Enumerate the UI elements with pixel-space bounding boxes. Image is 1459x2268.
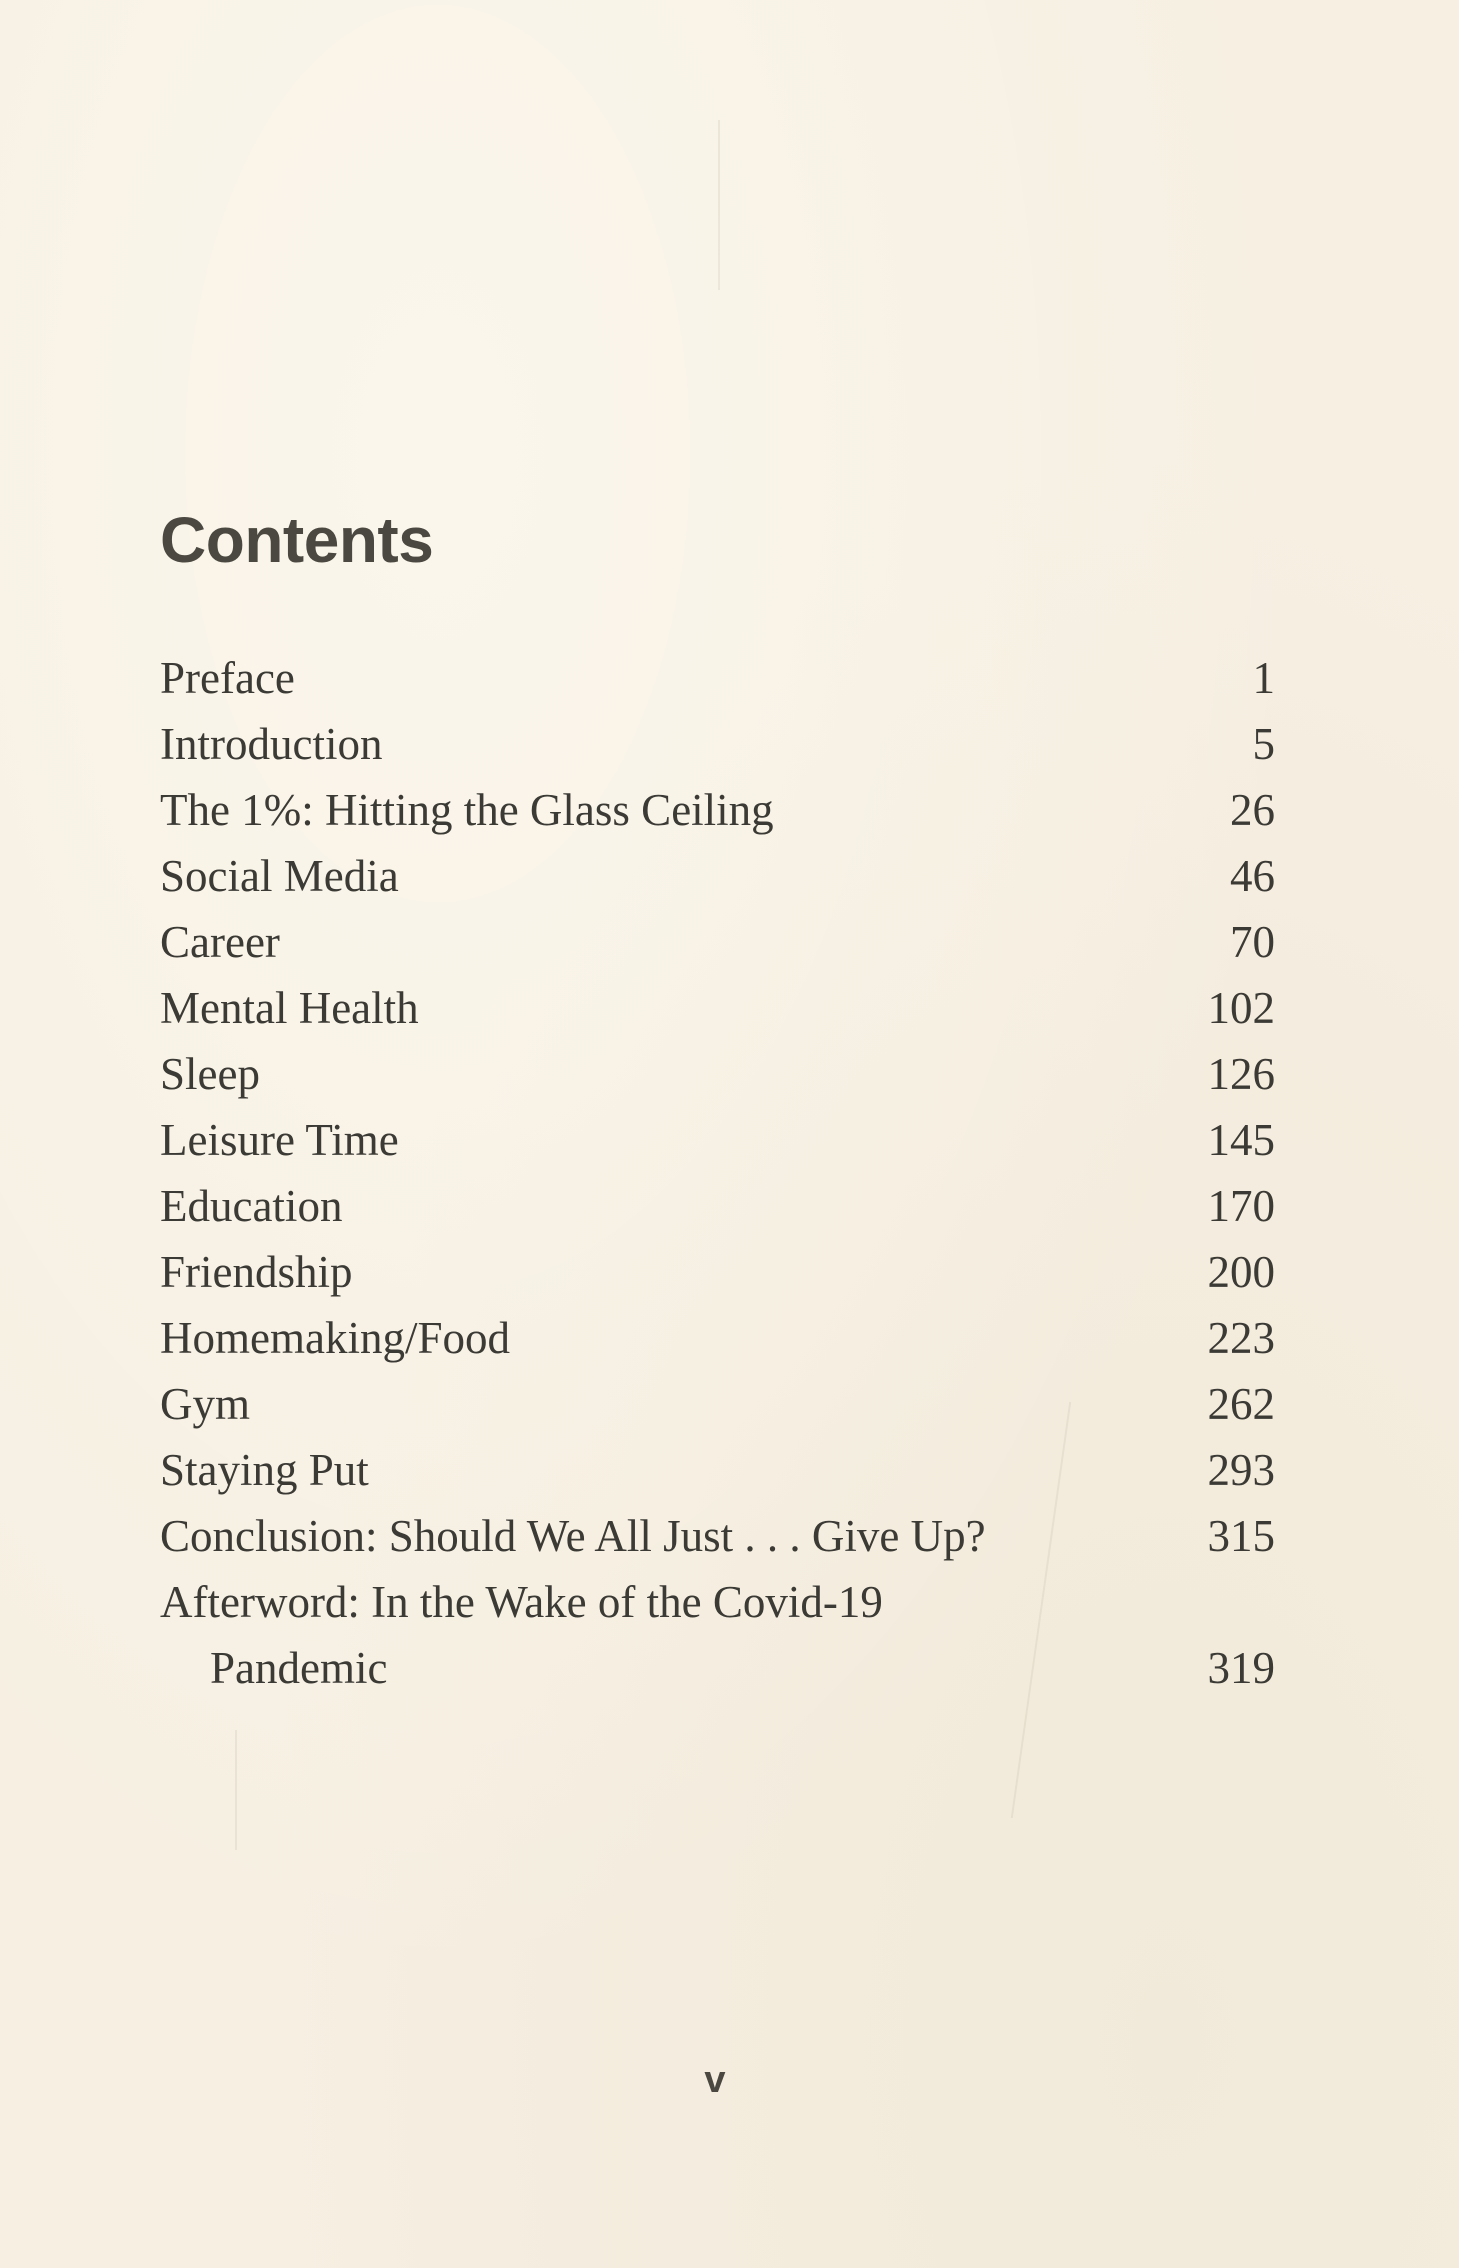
toc-entry-title: Friendship [160, 1247, 353, 1297]
toc-entry-title: Preface [160, 653, 295, 703]
toc-entry-page: 315 [1207, 1511, 1275, 1561]
toc-entry [160, 1239, 1275, 1305]
toc-entry-continuation [160, 1635, 1275, 1701]
toc-entry-title: Leisure Time [160, 1115, 399, 1165]
toc-entry [160, 1041, 1275, 1107]
toc-entry-page: 170 [1207, 1181, 1275, 1231]
toc-entry [160, 1107, 1275, 1173]
toc-entry-page: 26 [1230, 785, 1275, 835]
toc-entry-title: Mental Health [160, 983, 419, 1033]
toc-entry-title: Introduction [160, 719, 383, 769]
toc-entry-title: Education [160, 1181, 343, 1231]
toc-entry-page: 46 [1230, 851, 1275, 901]
toc-entry-title: Gym [160, 1379, 250, 1429]
toc-entry-page: 200 [1207, 1247, 1275, 1297]
toc-entry [160, 909, 1275, 975]
toc-entry-title: Afterword: In the Wake of the Covid-19 [160, 1577, 883, 1627]
toc-entry-page: 70 [1230, 917, 1275, 967]
paper-crease [718, 120, 720, 290]
toc-entry [160, 645, 1275, 711]
toc-entry [160, 711, 1275, 777]
toc-entry [160, 975, 1275, 1041]
toc-entry-page: 102 [1207, 983, 1275, 1033]
toc-entry [160, 1437, 1275, 1503]
toc-entry-page: 1 [1252, 653, 1275, 703]
toc-entry-title: Staying Put [160, 1445, 369, 1495]
toc-entry [160, 1173, 1275, 1239]
toc-entry-title: Homemaking/Food [160, 1313, 510, 1363]
toc-entry [160, 777, 1275, 843]
toc-entry-title: Conclusion: Should We All Just . . . Give Up? [160, 1511, 986, 1561]
toc-entry-page: 223 [1207, 1313, 1275, 1363]
toc-entry-page: 293 [1207, 1445, 1275, 1495]
table-of-contents [160, 645, 1275, 1701]
toc-entry-title: Pandemic [210, 1643, 388, 1693]
toc-entry-title: The 1%: Hitting the Glass Ceiling [160, 785, 774, 835]
toc-entry-title: Career [160, 917, 280, 967]
toc-entry-title: Social Media [160, 851, 399, 901]
toc-entry [160, 1305, 1275, 1371]
paper-crease [235, 1730, 237, 1850]
toc-entry [160, 843, 1275, 909]
toc-entry [160, 1569, 1275, 1635]
toc-entry-page: 319 [1207, 1643, 1275, 1693]
toc-entry [160, 1371, 1275, 1437]
page-number: v [704, 2059, 726, 2101]
toc-entry-page: 145 [1207, 1115, 1275, 1165]
page-title: Contents [160, 504, 434, 576]
toc-entry-page: 262 [1207, 1379, 1275, 1429]
toc-entry-title: Sleep [160, 1049, 260, 1099]
toc-entry-page: 126 [1207, 1049, 1275, 1099]
toc-entry [160, 1503, 1275, 1569]
toc-entry-page: 5 [1252, 719, 1275, 769]
